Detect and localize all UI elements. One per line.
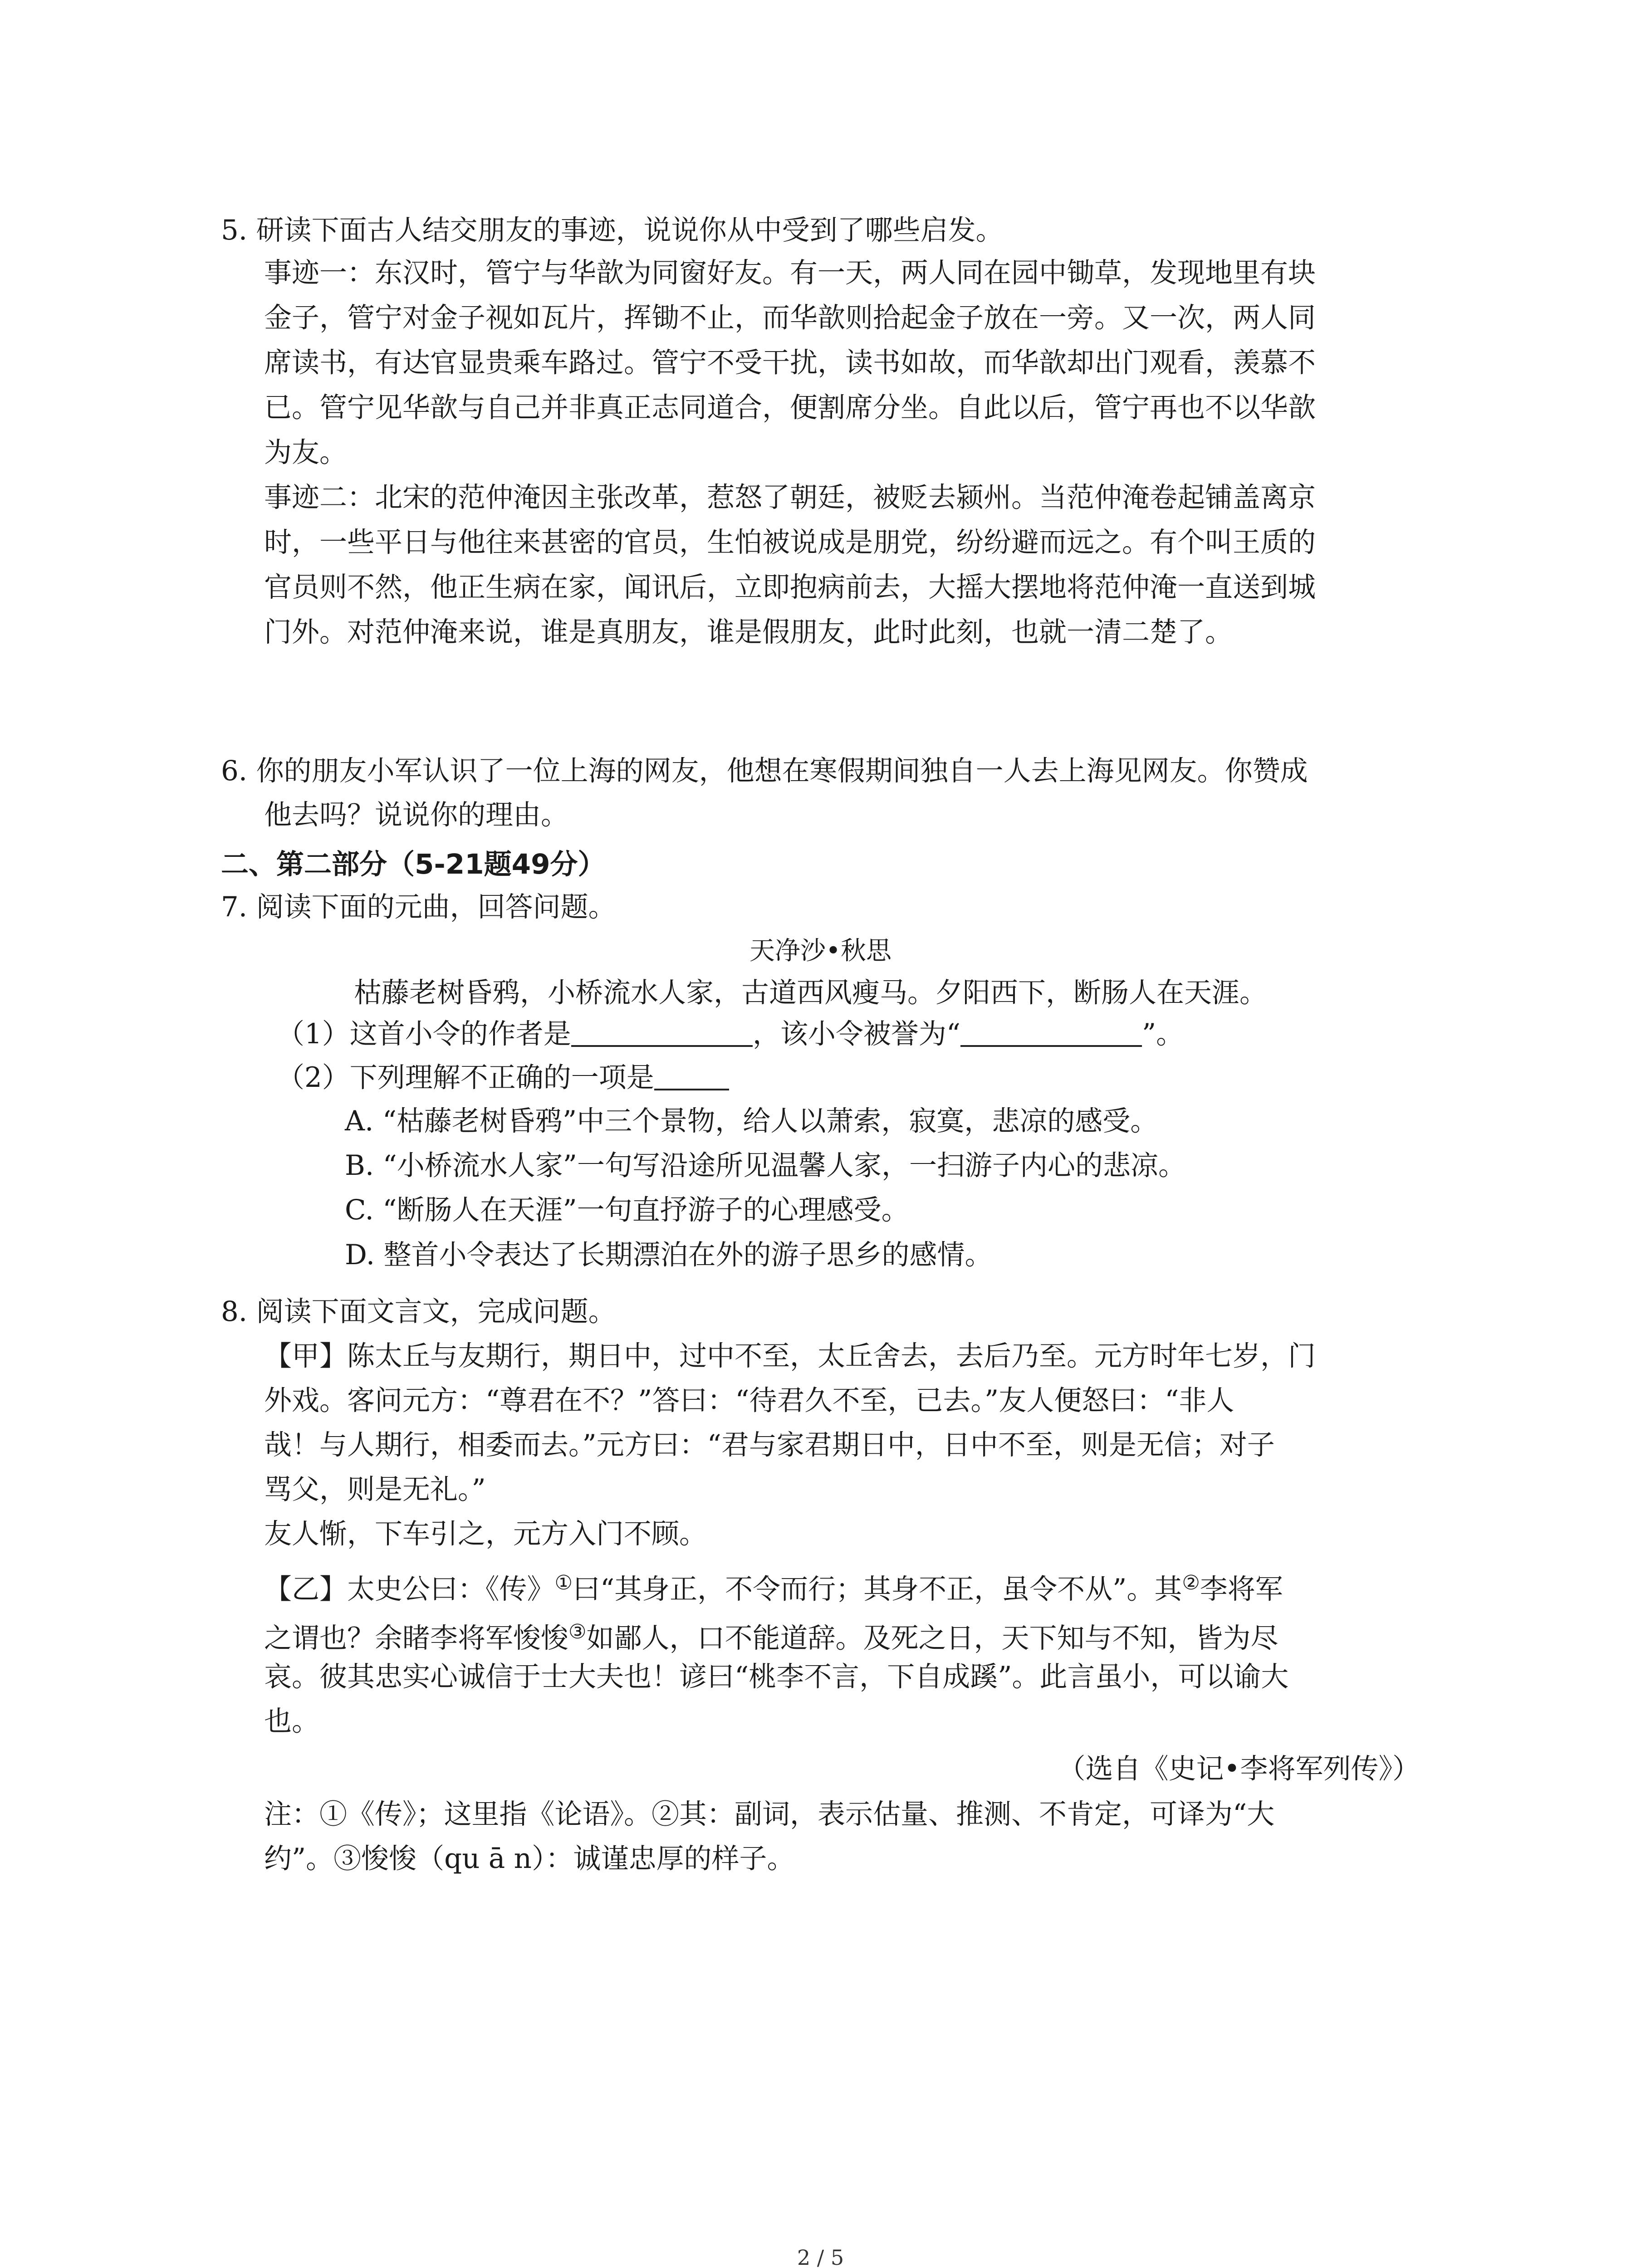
poem-body: 枯藤老树昏鸦，小桥流水人家，古道西风瘦马。夕阳西下，断肠人在天涯。 xyxy=(354,977,1268,1009)
q7-sub1-text: ，该小令被誉为“ xyxy=(752,1018,960,1050)
q8-jia-line: 哉！与人期行，相委而去。”元方曰：“君与家君期日中，日中不至，则是无信；对子 xyxy=(264,1429,1275,1461)
q5-line: 门外。对范仲淹来说，谁是真朋友，谁是假朋友，此时此刻，也就一清二楚了。 xyxy=(264,616,1233,648)
q8-jia-line: 骂父，则是无礼。” xyxy=(264,1473,486,1505)
q6-line: 6. 你的朋友小军认识了一位上海的网友，他想在寒假期间独自一人去上海见网友。你赞成 xyxy=(221,755,1308,787)
q5-line: 金子，管宁对金子视如瓦片，挥锄不止，而华歆则拾起金子放在一旁。又一次，两人同 xyxy=(264,302,1316,334)
q8-yi-text: 之谓也？余睹李将军悛悛 xyxy=(264,1622,569,1654)
footnote-mark: ① xyxy=(554,1571,573,1594)
q8-note: 约”。③悛悛（qu ā n）：诚谨忠厚的样子。 xyxy=(264,1843,795,1875)
q7-sub2-text: （2）下列理解不正确的一项是 xyxy=(277,1061,654,1094)
footnote-mark: ② xyxy=(1182,1571,1200,1594)
q8-source: （选自《史记•李将军列传》） xyxy=(1058,1753,1420,1785)
q5-line: 事迹二：北宋的范仲淹因主张改革，惹怒了朝廷，被贬去颍州。当范仲淹卷起铺盖离京 xyxy=(264,481,1316,513)
q7-sub1-text: ”。 xyxy=(1142,1018,1184,1050)
section-heading: 二、第二部分（5-21题49分） xyxy=(221,848,606,880)
q7-sub2 xyxy=(277,1060,729,1096)
q7-title: 7. 阅读下面的元曲，回答问题。 xyxy=(221,891,616,923)
answer-blank[interactable] xyxy=(654,1061,729,1090)
q8-yi-text: 曰“其身正，不令而行；其身不正，虽令不从”。其 xyxy=(572,1573,1182,1605)
q8-jia-line: 【甲】陈太丘与友期行，期日中，过中不至，太丘舍去，去后乃至。元方时年七岁，门 xyxy=(264,1340,1316,1372)
q8-note: 注：①《传》；这里指《论语》。②其：副词，表示估量、推测、不肯定，可译为“大 xyxy=(264,1798,1275,1830)
q8-yi-line: 也。 xyxy=(264,1705,320,1737)
answer-blank[interactable] xyxy=(960,1018,1142,1047)
q5-line: 时，一些平日与他往来甚密的官员，生怕被说成是朋党，纷纷避而远之。有个叫王质的 xyxy=(264,526,1316,558)
q8-yi-line: 哀。彼其忠实心诚信于士大夫也！谚曰“桃李不言，下自成蹊”。此言虽小，可以谕大 xyxy=(264,1661,1289,1693)
q7-option: B. “小桥流水人家”一句写沿途所见温馨人家，一扫游子内心的悲凉。 xyxy=(345,1149,1186,1182)
q5-line: 为友。 xyxy=(264,436,348,469)
page-number: 2 / 5 xyxy=(797,2245,844,2268)
q5-line: 席读书，有达官显贵乘车路过。管宁不受干扰，读书如故，而华歆却出门观看，羡慕不 xyxy=(264,347,1316,379)
q8-yi-text: 如鄙人，口不能道辞。及死之日，天下知与不知，皆为尽 xyxy=(586,1622,1279,1654)
poem-title: 天净沙•秋思 xyxy=(749,936,892,966)
q8-jia-line: 友人惭，下车引之，元方入门不顾。 xyxy=(264,1518,707,1550)
q5-line: 官员则不然，他正生病在家，闻讯后，立即抱病前去，大摇大摆地将范仲淹一直送到城 xyxy=(264,571,1316,603)
q8-jia-line: 外戏。客问元方：“尊君在不？”答曰：“待君久不至，已去。”友人便怒曰：“非人 xyxy=(264,1384,1234,1417)
q7-option: C. “断肠人在天涯”一句直抒游子的心理感受。 xyxy=(345,1194,909,1226)
answer-blank[interactable] xyxy=(571,1018,753,1047)
q7-option: A. “枯藤老树昏鸦”中三个景物，给人以萧索，寂寞，悲凉的感受。 xyxy=(345,1105,1158,1137)
q5-title: 5. 研读下面古人结交朋友的事迹，说说你从中受到了哪些启发。 xyxy=(221,214,1004,246)
q7-sub1-text: （1）这首小令的作者是 xyxy=(277,1018,571,1050)
footnote-mark: ③ xyxy=(568,1620,587,1643)
q8-yi-line xyxy=(264,1614,1278,1657)
q5-line: 事迹一：东汉时，管宁与华歆为同窗好友。有一天，两人同在园中锄草，发现地里有块 xyxy=(264,257,1316,289)
q8-yi-text: 李将军 xyxy=(1200,1573,1283,1605)
q8-yi-line xyxy=(264,1565,1283,1608)
q7-sub1 xyxy=(277,1016,1184,1052)
q6-line: 他去吗？说说你的理由。 xyxy=(264,799,569,831)
q7-option: D. 整首小令表达了长期漂泊在外的游子思乡的感情。 xyxy=(345,1239,993,1271)
q8-yi-text: 【乙】太史公曰：《传》 xyxy=(264,1573,555,1605)
q5-line: 已。管宁见华歆与自己并非真正志同道合，便割席分坐。自此以后，管宁再也不以华歆 xyxy=(264,391,1316,424)
q8-title: 8. 阅读下面文言文，完成问题。 xyxy=(221,1295,616,1328)
